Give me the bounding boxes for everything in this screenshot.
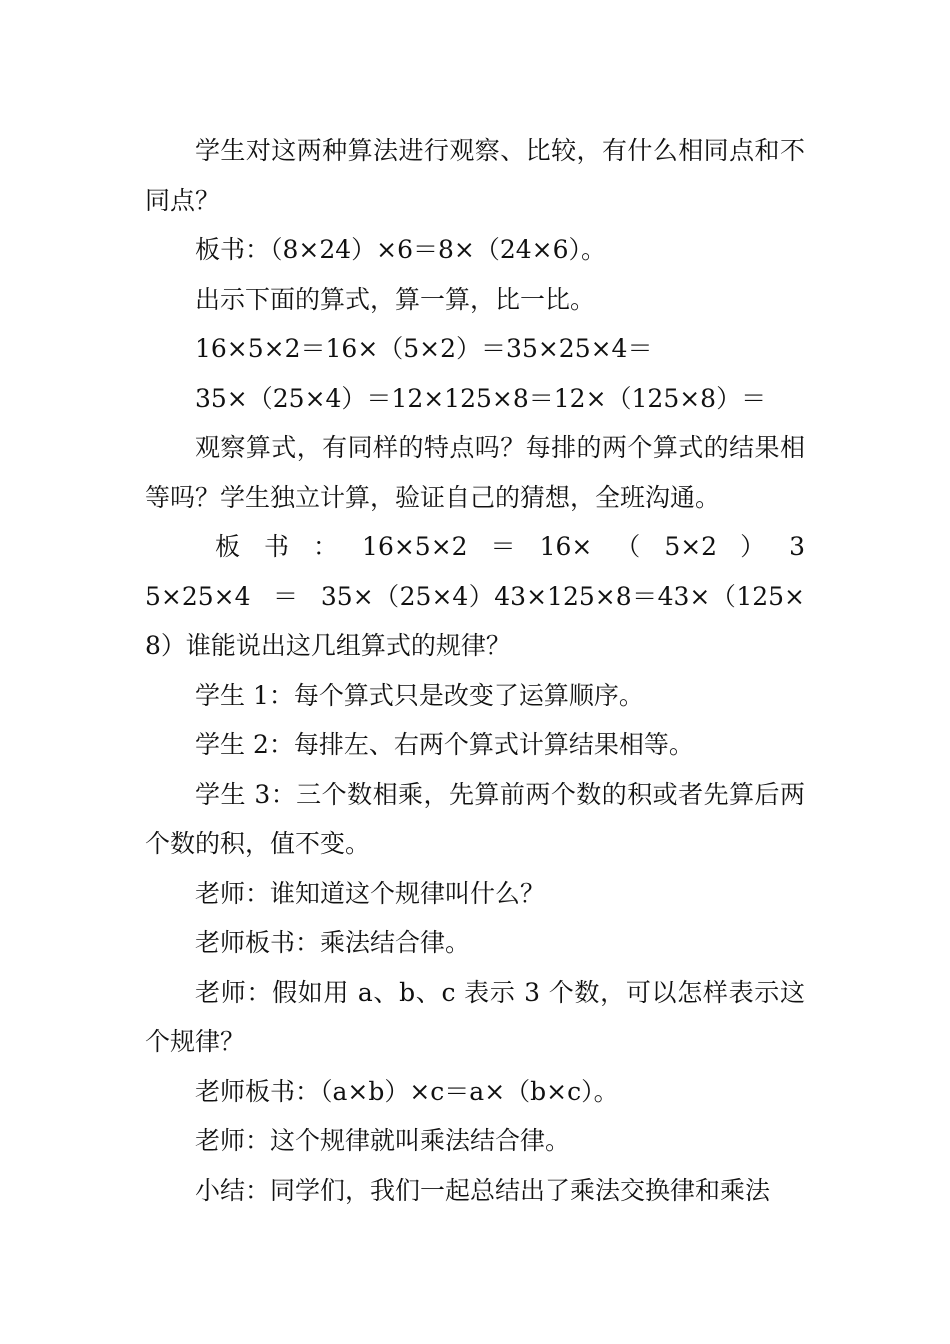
paragraph-teacher-question: 老师：谁知道这个规律叫什么？ (195, 878, 546, 908)
paragraph-student-2: 学生 2：每排左、右两个算式计算结果相等。 (195, 730, 694, 759)
paragraph-student-1: 学生 1：每个算式只是改变了运算顺序。 (195, 680, 644, 710)
paragraph-teacher-board-law: 老师板书：乘法结合律。 (195, 928, 471, 957)
paragraph-student-3: 学生 3：三个数相乘，先算前两个数的积或者先算后两个数的积，值不变。 (145, 779, 805, 858)
paragraph-formula-row-1: 16×5×2＝16×（5×2）＝35×25×4＝ (195, 334, 653, 363)
paragraph-teacher-law-name: 老师：这个规律就叫乘法结合律。 (195, 1126, 571, 1155)
paragraph-teacher-board-formula: 老师板书：（a×b）×c＝a×（b×c）。 (195, 1076, 619, 1106)
paragraph-summary: 小结：同学们，我们一起总结出了乘法交换律和乘法 (195, 1175, 771, 1205)
paragraph-compare-methods: 学生对这两种算法进行观察、比较，有什么相同点和不同点？ (145, 136, 805, 215)
paragraph-board-note-2: 板 书 ： 16×5×2 ＝ 16× （ 5×2 ） 35×25×4 ＝ 35×（25×4）43×125×8＝43×（125×8）谁能说出这几组算式的规律？ (145, 532, 805, 660)
paragraph-formula-row-2: 35×（25×4）＝12×125×8＝12×（125×8）＝ (195, 383, 767, 413)
paragraph-observe-formulas: 观察算式，有同样的特点吗？每排的两个算式的结果相等吗？学生独立计算，验证自己的猜想，全班沟通。 (145, 433, 805, 512)
paragraph-board-note-1: 板书：（8×24）×6＝8×（24×6）。 (195, 235, 607, 264)
document-body (145, 126, 805, 1215)
paragraph-teacher-abc: 老师：假如用 a、b、c 表示 3 个数，可以怎样表示这个规律？ (145, 977, 805, 1056)
paragraph-show-formulas: 出示下面的算式，算一算，比一比。 (195, 284, 596, 314)
